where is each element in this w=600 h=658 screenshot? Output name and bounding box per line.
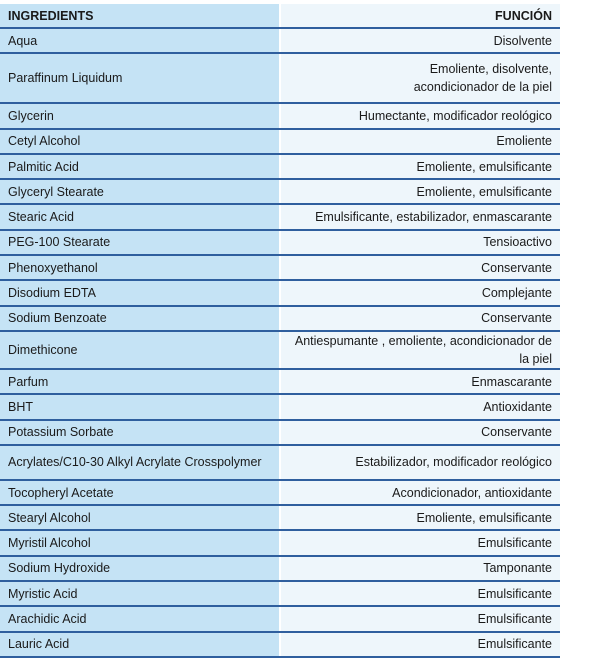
table-row: [0, 231, 560, 256]
ingredient-cell: Stearyl Alcohol: [0, 506, 279, 529]
function-cell: [281, 395, 560, 418]
function-cell: [281, 205, 560, 228]
function-cell: [281, 531, 560, 554]
function-text: Antioxidante: [483, 399, 552, 414]
function-text: Enmascarante: [471, 374, 552, 389]
ingredient-cell: Myristil Alcohol: [0, 531, 279, 554]
ingredient-cell: Myristic Acid: [0, 582, 279, 605]
function-cell: [281, 307, 560, 330]
ingredient-cell: Disodium EDTA: [0, 281, 279, 304]
function-text: Emoliente: [496, 134, 552, 149]
table-row: [0, 104, 560, 129]
ingredient-cell: Palmitic Acid: [0, 155, 279, 178]
function-cell: [281, 332, 560, 368]
function-text: Emulsificante, estabilizador, enmascarante: [315, 210, 552, 225]
function-text: Complejante: [481, 286, 552, 301]
ingredient-cell: BHT: [0, 395, 279, 418]
ingredient-cell: Acrylates/C10-30 Alkyl Acrylate Crosspolymer: [0, 446, 279, 479]
function-cell: [281, 421, 560, 444]
function-text: Emoliente, disolvente, acondicionador de la piel: [413, 62, 552, 95]
function-text: Emoliente, emulsificante: [416, 510, 552, 525]
header-ingredients: INGREDIENTS: [0, 4, 279, 27]
function-text: Estabilizador, modificador reológico: [355, 455, 552, 470]
ingredient-cell: Cetyl Alcohol: [0, 130, 279, 153]
table-row: [0, 29, 560, 54]
ingredient-cell: Phenoxyethanol: [0, 256, 279, 279]
table-body: [0, 29, 560, 658]
function-cell: [281, 104, 560, 127]
table-row: [0, 421, 560, 446]
function-cell: [281, 607, 560, 630]
ingredient-cell: PEG-100 Stearate: [0, 231, 279, 254]
table-row: [0, 395, 560, 420]
table-row: [0, 332, 560, 370]
function-text: Tamponante: [483, 561, 552, 576]
function-text: Disolvente: [493, 33, 552, 48]
function-text: Conservante: [481, 260, 552, 275]
ingredients-table: [0, 4, 560, 658]
function-cell: [281, 256, 560, 279]
ingredient-cell: Potassium Sorbate: [0, 421, 279, 444]
table-row: [0, 506, 560, 531]
ingredient-cell: Dimethicone: [0, 332, 279, 368]
header-function: FUNCIÓN: [281, 4, 560, 27]
function-cell: [281, 370, 560, 393]
table-row: [0, 370, 560, 395]
function-text: Emulsificante: [477, 536, 552, 551]
function-cell: [281, 54, 560, 102]
function-cell: [281, 130, 560, 153]
table-row: [0, 607, 560, 632]
table-row: [0, 446, 560, 481]
function-text: Acondicionador, antioxidante: [392, 485, 552, 500]
table-row: [0, 205, 560, 230]
ingredient-cell: Stearic Acid: [0, 205, 279, 228]
function-cell: [281, 231, 560, 254]
function-text: Tensioactivo: [483, 235, 552, 250]
ingredient-cell: Paraffinum Liquidum: [0, 54, 279, 102]
ingredient-cell: Parfum: [0, 370, 279, 393]
table-row: [0, 281, 560, 306]
function-text: Antiespumante , emoliente, acondicionador de la piel: [294, 333, 552, 366]
ingredient-cell: Glycerin: [0, 104, 279, 127]
table-row: [0, 633, 560, 658]
table-row: [0, 531, 560, 556]
function-text: Conservante: [481, 311, 552, 326]
ingredient-cell: Aqua: [0, 29, 279, 52]
function-text: Emoliente, emulsificante: [416, 184, 552, 199]
ingredient-cell: Glyceryl Stearate: [0, 180, 279, 203]
function-text: Emulsificante: [477, 611, 552, 626]
function-text: Conservante: [481, 425, 552, 440]
table-row: [0, 557, 560, 582]
function-text: Emoliente, emulsificante: [416, 159, 552, 174]
ingredient-cell: Sodium Hydroxide: [0, 557, 279, 580]
function-cell: [281, 481, 560, 504]
function-cell: [281, 180, 560, 203]
table-row: [0, 307, 560, 332]
ingredient-cell: Arachidic Acid: [0, 607, 279, 630]
function-cell: [281, 633, 560, 656]
function-cell: [281, 506, 560, 529]
table-row: [0, 155, 560, 180]
function-text: Humectante, modificador reológico: [358, 108, 552, 123]
table-row: [0, 481, 560, 506]
table-row: [0, 54, 560, 104]
ingredient-cell: Sodium Benzoate: [0, 307, 279, 330]
table-row: [0, 180, 560, 205]
function-cell: [281, 29, 560, 52]
table-header-row: [0, 4, 560, 29]
table-row: [0, 256, 560, 281]
ingredient-cell: Lauric Acid: [0, 633, 279, 656]
function-cell: [281, 582, 560, 605]
table-row: [0, 130, 560, 155]
ingredient-cell: Tocopheryl Acetate: [0, 481, 279, 504]
function-cell: [281, 281, 560, 304]
function-cell: [281, 155, 560, 178]
function-text: Emulsificante: [477, 637, 552, 652]
table-row: [0, 582, 560, 607]
function-cell: [281, 557, 560, 580]
function-cell: [281, 446, 560, 479]
function-text: Emulsificante: [477, 586, 552, 601]
